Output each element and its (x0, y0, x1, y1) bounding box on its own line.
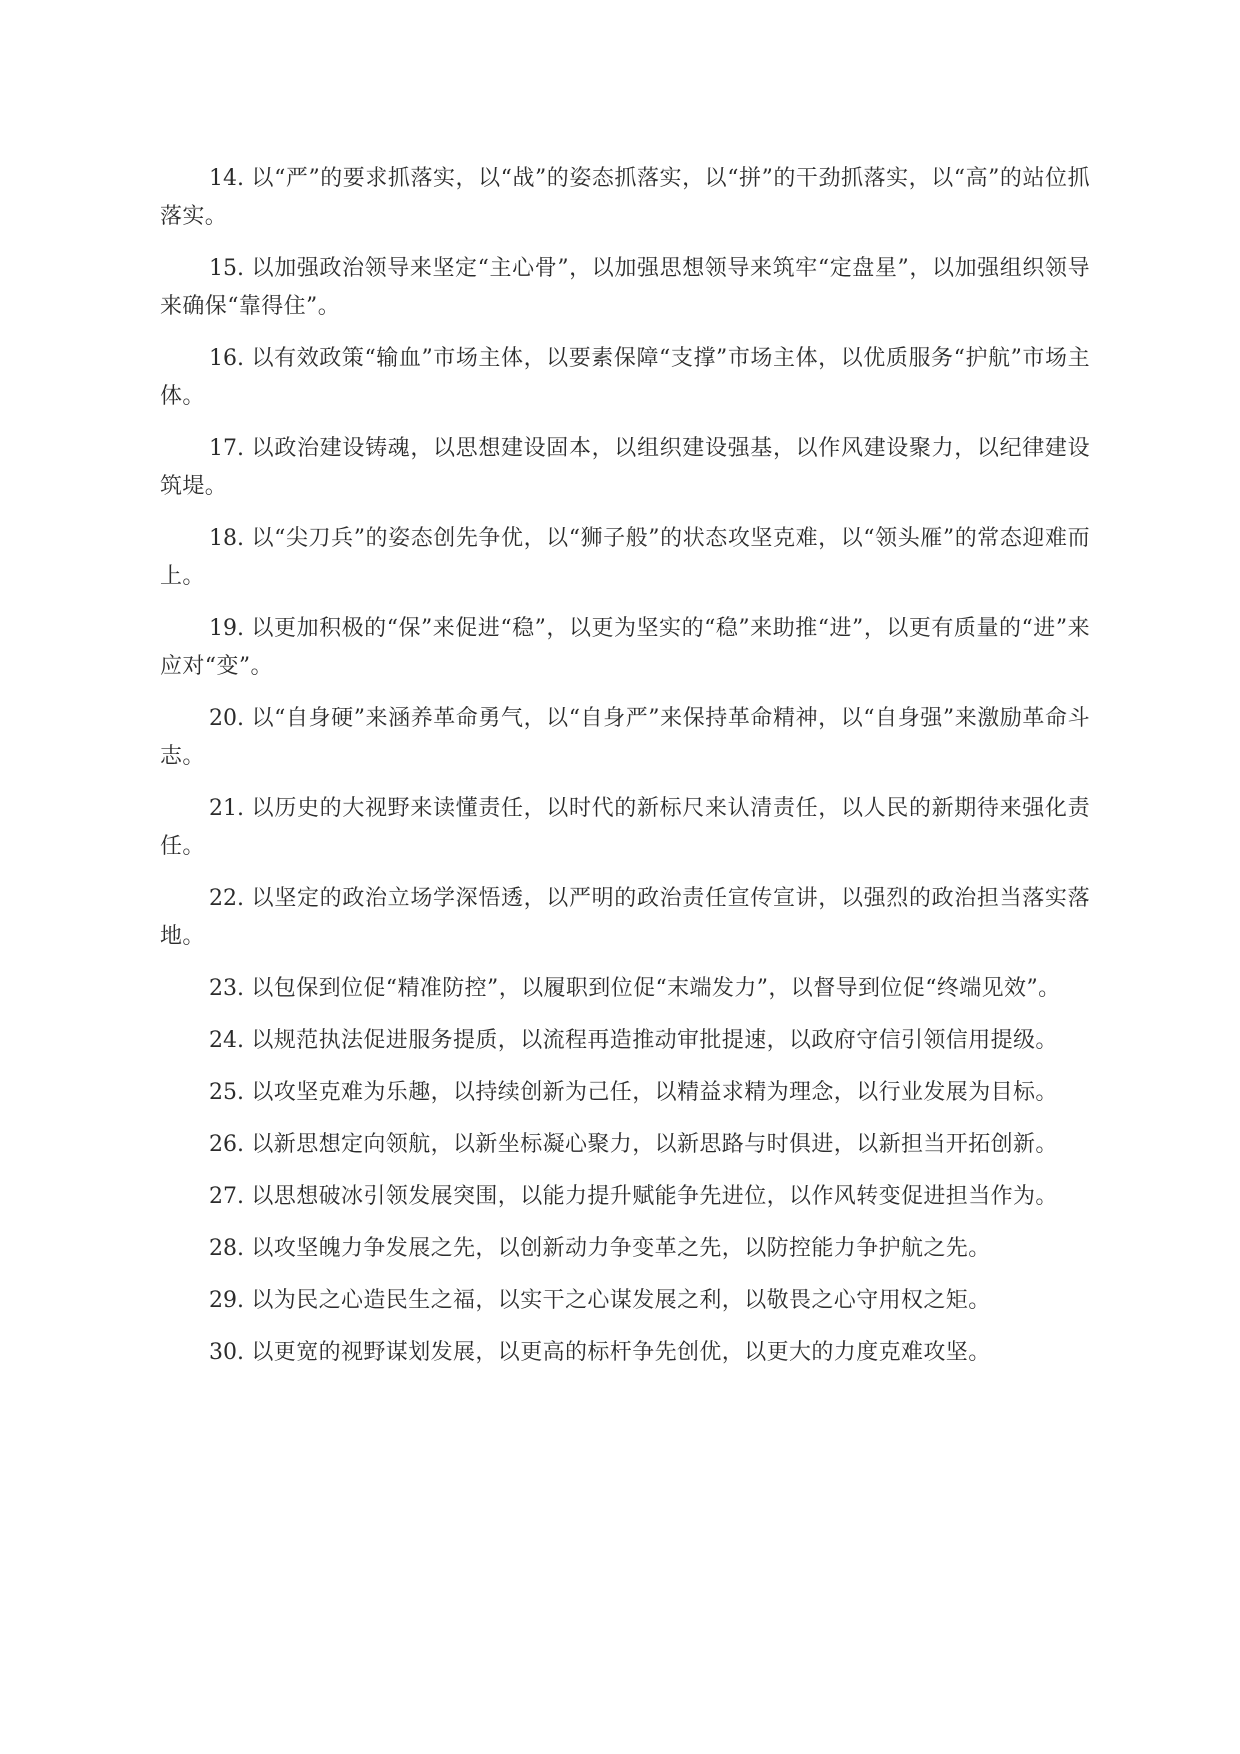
item-text: 以“自身硬”来涵养革命勇气，以“自身严”来保持革命精神，以“自身强”来激励革命斗志。 (160, 706, 1090, 769)
list-item (160, 1282, 1090, 1320)
list-item (160, 430, 1090, 506)
list-item (160, 1022, 1090, 1060)
item-number: 18. (209, 526, 244, 551)
item-number: 19. (209, 616, 244, 641)
item-number: 27. (209, 1184, 244, 1209)
list-item (160, 1334, 1090, 1372)
list-item (160, 700, 1090, 776)
list-item (160, 250, 1090, 326)
list-item (160, 1178, 1090, 1216)
list-item (160, 1230, 1090, 1268)
item-text: 以“严”的要求抓落实，以“战”的姿态抓落实，以“拼”的干劲抓落实，以“高”的站位抓落实。 (160, 166, 1090, 229)
list-item (160, 790, 1090, 866)
list-item (160, 340, 1090, 416)
item-text: 以为民之心造民生之福，以实干之心谋发展之利，以敬畏之心守用权之矩。 (251, 1288, 991, 1313)
item-text: 以包保到位促“精准防控”，以履职到位促“末端发力”，以督导到位促“终端见效”。 (251, 976, 1061, 1001)
list-item (160, 1074, 1090, 1112)
item-number: 28. (209, 1236, 244, 1261)
item-number: 21. (209, 796, 244, 821)
item-text: 以加强政治领导来坚定“主心骨”，以加强思想领导来筑牢“定盘星”，以加强组织领导来确保“靠得住”。 (160, 256, 1090, 319)
item-text: 以有效政策“输血”市场主体，以要素保障“支撑”市场主体，以优质服务“护航”市场主体。 (160, 346, 1090, 409)
item-number: 15. (209, 256, 244, 281)
item-number: 17. (209, 436, 244, 461)
item-text: 以历史的大视野来读懂责任，以时代的新标尺来认清责任，以人民的新期待来强化责任。 (160, 796, 1090, 859)
list-item (160, 610, 1090, 686)
document-body (160, 160, 1090, 1386)
item-number: 26. (209, 1132, 244, 1157)
item-text: 以坚定的政治立场学深悟透，以严明的政治责任宣传宣讲，以强烈的政治担当落实落地。 (160, 886, 1090, 949)
item-text: 以新思想定向领航，以新坐标凝心聚力，以新思路与时俱进，以新担当开拓创新。 (251, 1132, 1058, 1157)
item-text: 以思想破冰引领发展突围，以能力提升赋能争先进位，以作风转变促进担当作为。 (251, 1184, 1058, 1209)
item-number: 25. (209, 1080, 244, 1105)
item-number: 30. (209, 1340, 244, 1365)
item-number: 29. (209, 1288, 244, 1313)
item-text: 以规范执法促进服务提质，以流程再造推动审批提速，以政府守信引领信用提级。 (251, 1028, 1058, 1053)
item-text: 以攻坚魄力争发展之先，以创新动力争变革之先，以防控能力争护航之先。 (251, 1236, 991, 1261)
item-text: 以政治建设铸魂，以思想建设固本，以组织建设强基，以作风建设聚力，以纪律建设筑堤。 (160, 436, 1090, 499)
list-item (160, 880, 1090, 956)
item-number: 16. (209, 346, 244, 371)
item-text: 以更宽的视野谋划发展，以更高的标杆争先创优，以更大的力度克难攻坚。 (251, 1340, 991, 1365)
list-item (160, 160, 1090, 236)
item-number: 23. (209, 976, 244, 1001)
list-item (160, 1126, 1090, 1164)
item-number: 20. (209, 706, 244, 731)
item-text: 以“尖刀兵”的姿态创先争优，以“狮子般”的状态攻坚克难，以“领头雁”的常态迎难而上。 (160, 526, 1090, 589)
item-text: 以攻坚克难为乐趣，以持续创新为己任，以精益求精为理念，以行业发展为目标。 (251, 1080, 1058, 1105)
item-number: 24. (209, 1028, 244, 1053)
item-number: 22. (209, 886, 244, 911)
item-text: 以更加积极的“保”来促进“稳”，以更为坚实的“稳”来助推“进”，以更有质量的“进”来应对“变”。 (160, 616, 1090, 679)
item-number: 14. (209, 166, 244, 191)
list-item (160, 970, 1090, 1008)
list-item (160, 520, 1090, 596)
